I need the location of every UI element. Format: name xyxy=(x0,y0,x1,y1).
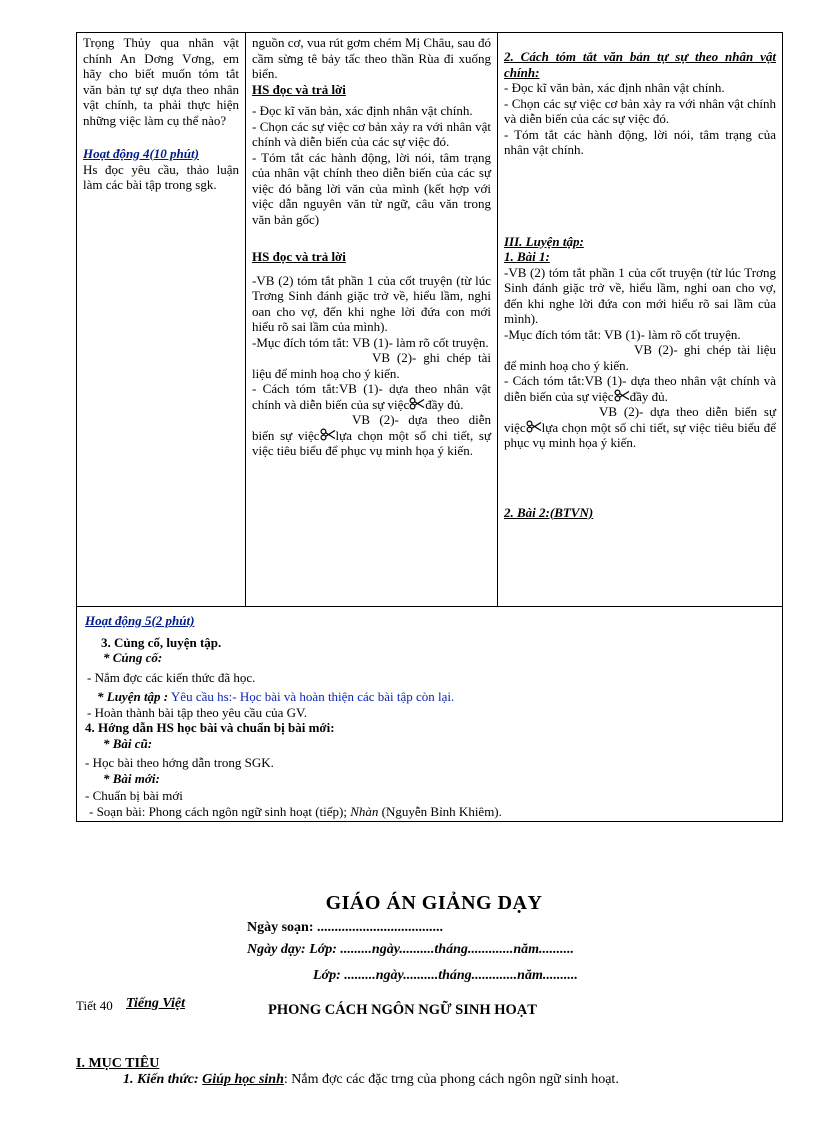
lop-line: Lớp: .........ngày..........tháng.............năm.......... xyxy=(313,968,578,983)
baimoi-label: * Bài mới: xyxy=(103,770,160,786)
consolidation-cell xyxy=(77,607,783,822)
hs2-p4b: đầy đủ. xyxy=(425,396,464,412)
baicu-item: - Học bài theo hớng dẫn trong SGK. xyxy=(85,755,274,770)
baimoi-item2-b: Nhàn xyxy=(350,803,379,819)
giup-hs: Giúp học sinh xyxy=(202,1072,284,1087)
hs2-p5a: VB (2)- dựa theo diễn biến sự việc xyxy=(252,412,491,443)
baimoi-item2-a: - Soạn bài: Phong cách ngôn ngữ sinh hoạt (tiếp); xyxy=(89,803,347,819)
consolidation-row xyxy=(77,607,783,822)
cungco-heading: 3. Củng cố, luyện tập. xyxy=(101,634,222,650)
section3-title: III. Luyện tập: xyxy=(504,233,584,249)
hs1-item-3: - Tóm tắt các hành động, lời nói, tâm trạng của nhân vật chính theo diễn biến của các sự việc đó bằng lời văn của mình (kết hợp với việc dẫn nguyên văn từ ngữ, câu văn trong văn bản gốc) xyxy=(252,149,491,227)
hs1-heading: HS đọc và trả lời xyxy=(252,81,346,97)
bai1-title: 1. Bài 1: xyxy=(504,249,550,264)
activity5-title: Hoạt động 5(2 phút) xyxy=(85,613,195,628)
muc-tieu-heading: I. MỤC TIÊU xyxy=(76,1056,160,1071)
section2-item-2: - Chọn các sự việc cơ bản xảy ra với nhân vật chính và diễn biến của các sự việc đó. xyxy=(504,95,776,126)
col2-intro: nguồn cơ, vua rút gơm chém Mị Châu, sau đó cầm sừng tê bảy tấc theo thần Rùa đi xuống biển. xyxy=(252,35,491,81)
baimoi-item2-c: (Nguyễn Bỉnh Khiêm). xyxy=(381,803,502,819)
luyentap-item: - Hoàn thành bài tập theo yêu cầu của GV. xyxy=(87,704,307,720)
bai1-p3: VB (2)- ghi chép tài liệu để minh hoạ cho ý kiến. xyxy=(504,342,776,373)
section2-title: 2. Cách tóm tắt văn bản tự sự theo nhân vật chính: xyxy=(504,49,776,80)
hs1-item-1: - Đọc kĩ văn bản, xác định nhân vật chính. xyxy=(252,103,473,118)
bai1-p4a: - Cách tóm tắt:VB (1)- dựa theo nhân vật chính và diễn biến của sự việc xyxy=(504,373,776,404)
cungco-sub: * Củng cố: xyxy=(103,650,163,665)
lesson-title: GIÁO ÁN GIẢNG DẠY xyxy=(325,892,543,914)
baimoi-item1: - Chuẩn bị bài mới xyxy=(85,788,183,803)
bai1-p4b: đầy đủ. xyxy=(629,388,668,404)
section2-item-1: - Đọc kĩ văn bản, xác định nhân vật chính. xyxy=(504,80,725,95)
col1-intro: Trọng Thủy qua nhân vật chính An Dơng Vơng, em hãy cho biết muốn tóm tắt văn bản tự sự dựa theo nhân vật chính, ta phải thực hiện những việc làm cụ thể nào? xyxy=(83,35,239,128)
hs2-p3: VB (2)- ghi chép tài liệu để minh hoạ cho ý kiến. xyxy=(252,350,491,381)
kien-thuc-text: : Nắm đợc các đặc trng của phong cách ngôn ngữ sinh hoạt. xyxy=(283,1072,619,1087)
student-activity-cell xyxy=(246,33,498,607)
subject-label: Tiếng Việt xyxy=(126,996,185,1011)
cungco-item: - Nắm đợc các kiến thức đã học. xyxy=(87,669,256,685)
baicu-label: * Bài cũ: xyxy=(103,735,153,751)
hs2-p2: -Mục đích tóm tắt: VB (1)- làm rõ cốt truyện. xyxy=(252,334,489,350)
activity4-title: Hoạt động 4(10 phút) xyxy=(83,146,199,161)
content-cell xyxy=(498,33,783,607)
hs2-p5b: lựa chọn một số chi tiết, sự việc tiêu biểu để phục vụ minh họa ý kiến. xyxy=(252,427,492,458)
lesson-subject-title: PHONG CÁCH NGÔN NGỮ SINH HOẠT xyxy=(268,1002,537,1018)
scissors-icon xyxy=(320,428,336,441)
kien-thuc-label: 1. Kiến thức: xyxy=(123,1072,199,1087)
bai1-p2: -Mục đích tóm tắt: VB (1)- làm rõ cốt truyện. xyxy=(504,326,741,342)
hs2-heading: HS đọc và trả lời xyxy=(252,249,346,264)
scissors-icon xyxy=(409,397,425,410)
activity-row xyxy=(77,33,783,607)
ngay-soan: Ngày soạn: .................................... xyxy=(247,920,444,935)
luyentap-text: Yêu cầu hs:- Học bài và hoàn thiện các bài tập còn lại. xyxy=(170,689,455,704)
hs2-p4a: - Cách tóm tắt:VB (1)- dựa theo nhân vật chính và diễn biến của sự việc xyxy=(252,381,491,412)
bai1-p1: -VB (2) tóm tắt phần 1 của cốt truyện (từ lúc Trơng Sinh đánh giặc trở về, hiểu lầm, nghi oan cho vợ, đến khi nghe lời đứa con mới hiểu rõ sai lầm của mình). xyxy=(504,264,776,326)
scissors-icon xyxy=(526,420,542,433)
luyentap-label: * Luyện tập : xyxy=(97,689,169,704)
teacher-activity-cell xyxy=(77,33,246,607)
tiet-number: Tiết 40 xyxy=(76,998,113,1013)
bai1-p5b: lựa chọn một số chi tiết, sự việc tiêu biểu để phục vụ minh họa ý kiến. xyxy=(504,419,776,450)
bai2-title: 2. Bài 2:(BTVN) xyxy=(504,504,594,520)
hs2-p1: -VB (2) tóm tắt phần 1 của cốt truyện (từ lúc Trơng Sinh đánh giặc trở về, hiểu lầm, nghi oan cho vợ, đến khi nghe lời đứa con mới hiểu rõ sai lầm của mình). xyxy=(252,272,491,334)
scissors-icon xyxy=(614,389,630,402)
bai1-p5a: VB (2)- dựa theo diễn biến sự việc xyxy=(504,404,776,435)
lesson-table xyxy=(76,32,783,822)
activity4-text: Hs đọc yêu cầu, thảo luận làm các bài tập trong sgk. xyxy=(83,161,239,192)
section2-item-3: - Tóm tắt các hành động, lời nói, tâm trạng của nhân vật chính. xyxy=(504,126,776,157)
ngay-day: Ngày dạy: Lớp: .........ngày..........tháng.............năm.......... xyxy=(247,942,575,957)
hs1-item-2: - Chọn các sự việc cơ bản xảy ra với nhân vật chính và diễn biến của các sự việc đó. xyxy=(252,118,491,149)
kien-thuc-line xyxy=(123,1072,619,1088)
huongdan-heading: 4. Hớng dẫn HS học bài và chuẩn bị bài mới: xyxy=(85,720,335,735)
